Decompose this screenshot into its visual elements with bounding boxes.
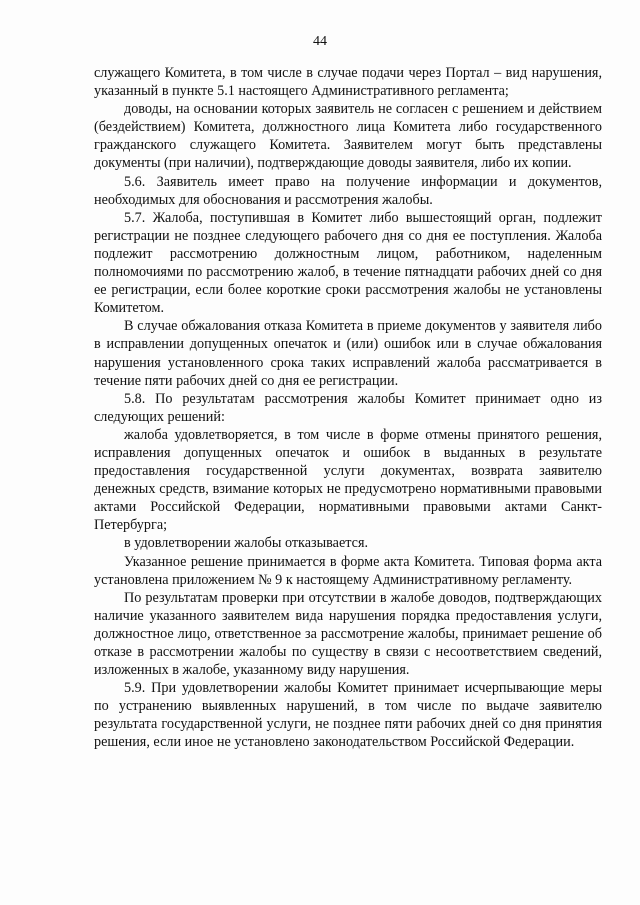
paragraph-5-9: 5.9. При удовлетворении жалобы Комитет принимает исчерпывающие меры по устранению выявленных нарушений, в том числе по выдаче заявителю результата государственной услуги, не позднее пяти рабочих дней со дня принятия решения, если иное не установлено законодательством Российской Федерации.	[94, 680, 602, 751]
paragraph-5-7: 5.7. Жалоба, поступившая в Комитет либо вышестоящий орган, подлежит регистрации не позднее следующего рабочего дня со дня ее поступления. Жалоба подлежит рассмотрению должностным лицом, работником, наделенным полномочиями по рассмотрению жалоб, в течение пятнадцати рабочих дней со дня ее регистрации, если более короткие сроки рассмотрения жалобы не установлены Комитетом.	[94, 209, 602, 317]
paragraph-inspection-results: По результатам проверки при отсутствии в жалобе доводов, подтверждающих наличие указанного заявителем вида нарушения порядка предоставления услуги, должностное лицо, ответственное за рассмотрение жалобы, принимает решение об отказе в рассмотрении жалобы по существу в связи с несоответствием сведений, изложенных в жалобе, указанному виду нарушения.	[94, 589, 602, 679]
paragraph-continuation: служащего Комитета, в том числе в случае подачи через Портал – вид нарушения, указанный в пункте 5.1 настоящего Административного регламента;	[94, 65, 602, 100]
paragraph-5-8: 5.8. По результатам рассмотрения жалобы Комитет принимает одно из следующих решений:	[94, 390, 602, 425]
document-body	[94, 64, 602, 752]
paragraph-complaint-rejected: в удовлетворении жалобы отказывается.	[124, 535, 369, 552]
paragraph-complaint-arguments: доводы, на основании которых заявитель не согласен с решением и действием (бездействием) Комитета, должностного лица Комитета либо государственного гражданского служащего Комитета. Заявителем могут быть представлены документы (при наличии), подтверждающие доводы заявителя, либо их копии.	[94, 101, 602, 172]
paragraph-5-6: 5.6. Заявитель имеет право на получение информации и документов, необходимых для обоснования и рассмотрения жалобы.	[94, 173, 602, 208]
paragraph-decision-form: Указанное решение принимается в форме акта Комитета. Типовая форма акта установлена приложением № 9 к настоящему Административному регламенту.	[94, 553, 602, 588]
paragraph-complaint-satisfied: жалоба удовлетворяется, в том числе в форме отмены принятого решения, исправления допущенных опечаток и ошибок в выданных в результате предоставления государственной услуги документах, возврата заявителю денежных средств, взимание которых не предусмотрено нормативными правовыми актами Российской Федерации, нормативными правовыми актами Санкт-Петербурга;	[94, 426, 602, 534]
page-number: 44	[313, 34, 327, 49]
paragraph-refusal-appeal: В случае обжалования отказа Комитета в приеме документов у заявителя либо в исправлении допущенных опечаток и (или) ошибок или в случае обжалования нарушения установленного срока таких исправлений жалоба рассматривается в течение пяти рабочих дней со дня ее регистрации.	[94, 318, 602, 389]
